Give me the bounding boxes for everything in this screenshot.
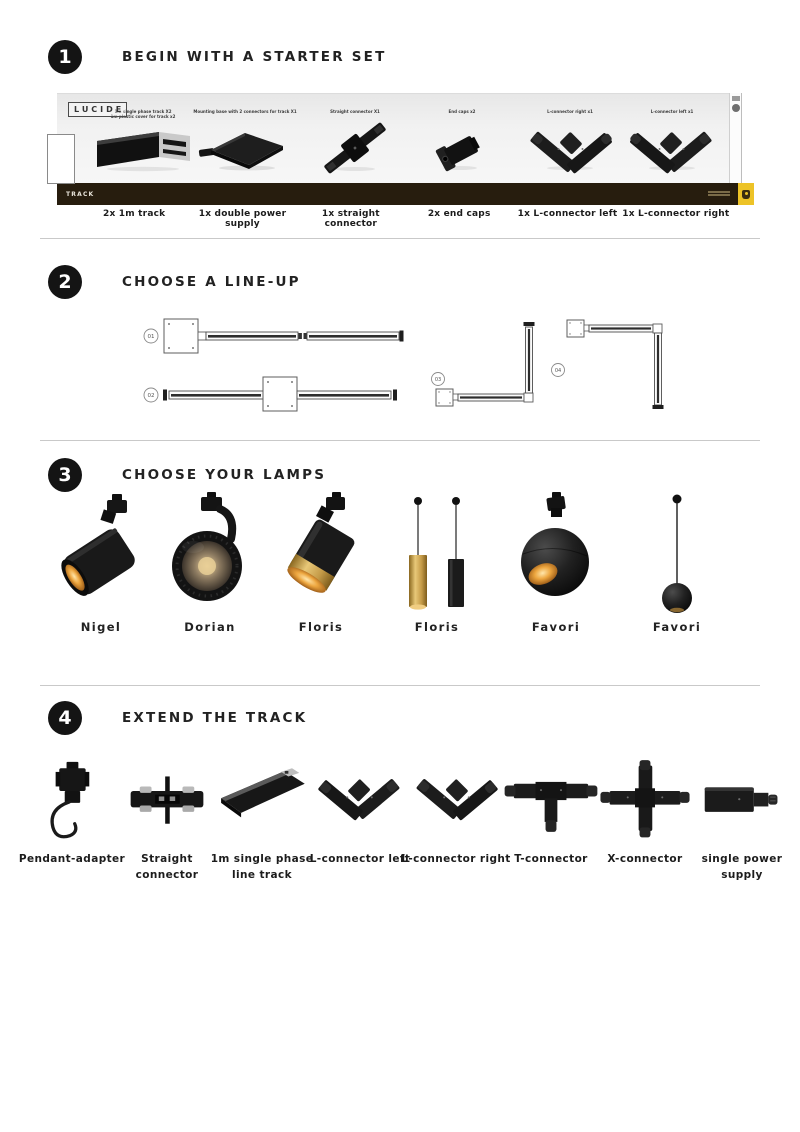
box-item-endcaps <box>407 109 517 172</box>
box-caption-l-right: L-connector right x1 <box>547 109 593 114</box>
favori-pendant-lamp-image <box>622 492 732 614</box>
bar-fine-print <box>708 191 730 197</box>
l-connector-left-product-image <box>622 124 722 172</box>
lamp-nigel <box>41 492 161 634</box>
divider-2 <box>40 440 760 441</box>
box-caption-endcaps: End caps x2 <box>448 109 476 114</box>
caption-l-connector-left: 1x L-connector left <box>517 209 618 219</box>
lamp-name-floris-spot: Floris <box>298 620 344 634</box>
step-4-header <box>48 701 307 735</box>
divider-1 <box>40 238 760 239</box>
spine-barcode-icon <box>732 96 740 101</box>
svg-text:01: 01 <box>147 334 155 341</box>
lamp-name-favori-pendant: Favori <box>652 620 702 634</box>
starter-box-hang-tab <box>47 134 75 184</box>
track-product-image <box>93 124 193 172</box>
caption-l-connector-right: 1x L-connector right <box>622 209 730 219</box>
box-item-straight-connector <box>300 109 410 172</box>
starter-set-captions <box>80 209 730 229</box>
straight-connector-product-image <box>305 124 405 172</box>
svg-text:04: 04 <box>554 368 562 375</box>
step-3-title: CHOOSE YOUR LAMPS <box>122 467 327 483</box>
step-4-number-badge: 4 <box>48 701 82 735</box>
lamp-name-dorian: Dorian <box>184 620 236 634</box>
lamp-favori-pendant <box>617 492 737 634</box>
lucide-brand-logo: LUCIDE <box>68 102 127 117</box>
track-bar-label: TRACK <box>66 190 95 198</box>
nigel-lamp-image <box>46 492 156 614</box>
single-power-supply-image <box>692 757 792 845</box>
step-2-number-badge: 2 <box>48 265 82 299</box>
t-connector-image <box>501 757 601 845</box>
ext-name-l-connector-right: L-connector right <box>401 853 511 865</box>
step-2-title: CHOOSE A LINE-UP <box>122 274 301 290</box>
svg-text:03: 03 <box>434 377 442 384</box>
caption-double-power-supply: 1x double power supply <box>198 209 287 229</box>
lamp-floris-pendant <box>377 492 497 634</box>
box-caption-l-left: L-connector left x1 <box>650 109 694 114</box>
box-caption-base: Mounting base with 2 connectors for track X1 <box>193 109 297 114</box>
box-item-track <box>88 109 198 172</box>
power-base-product-image <box>195 124 295 172</box>
lamp-favori-spot <box>496 492 616 634</box>
lamp-dorian <box>150 492 270 634</box>
lineup-diagrams <box>130 315 690 431</box>
ext-x-connector <box>589 757 701 868</box>
ext-name-pendant-adapter: Pendant-adapter <box>18 853 126 865</box>
caption-end-caps: 2x end caps <box>427 209 491 219</box>
yellow-badge <box>738 183 754 205</box>
lamp-floris-spot <box>261 492 381 634</box>
ext-name-single-power-supply: single power supply <box>701 853 783 881</box>
caption-straight-connector: 1x straight connector <box>321 209 380 229</box>
lineup-02 <box>144 377 397 411</box>
starter-set-box <box>57 93 753 205</box>
box-caption-straight: Straight connector X1 <box>330 109 380 114</box>
step-3-header <box>48 458 326 492</box>
starter-box-spine <box>729 93 742 183</box>
ext-name-straight-connector: Straight connector <box>135 853 199 881</box>
lineup-01 <box>144 319 404 353</box>
dorian-lamp-image <box>155 492 265 614</box>
step-3-number-badge: 3 <box>48 458 82 492</box>
step-1-number-badge: 1 <box>48 40 82 74</box>
divider-3 <box>40 685 760 686</box>
pendant-adapter-image <box>22 757 122 845</box>
x-connector-image <box>595 757 695 845</box>
lineup-03 <box>432 322 535 406</box>
step-1-header <box>48 40 386 74</box>
box-item-l-connector-right <box>515 109 625 172</box>
floris-spot-lamp-image <box>266 492 376 614</box>
ext-single-power-supply <box>686 757 798 884</box>
lineup-04 <box>552 320 664 409</box>
straight-connector-image <box>117 757 217 845</box>
lamp-name-floris-pendant: Floris <box>414 620 460 634</box>
l-connector-right-product-image <box>520 124 620 172</box>
step-2-header <box>48 265 301 299</box>
caption-track: 2x 1m track <box>103 209 166 219</box>
lamp-name-favori-spot: Favori <box>531 620 581 634</box>
ext-name-1m-track: 1m single phase line track <box>210 853 314 881</box>
svg-text:02: 02 <box>147 393 155 400</box>
step-1-title: BEGIN WITH A STARTER SET <box>122 49 387 65</box>
box-item-base <box>190 109 300 172</box>
lamp-icon <box>742 190 750 199</box>
ext-name-t-connector: T-connector <box>514 853 588 865</box>
box-caption-track: 1m single phase track X2 1m plastic cover for track x2 <box>110 109 176 120</box>
endcap-product-image <box>412 124 512 172</box>
l-connector-right-image <box>406 757 506 845</box>
lamp-name-nigel: Nigel <box>80 620 122 634</box>
single-phase-track-image <box>212 757 312 845</box>
l-connector-left-image <box>310 757 410 845</box>
spine-round-icon <box>732 104 740 112</box>
starter-box-track-bar <box>57 183 738 205</box>
lineup-diagrams-image <box>130 315 690 427</box>
box-item-l-connector-left <box>617 109 727 172</box>
ext-name-x-connector: X-connector <box>607 853 683 865</box>
ext-name-l-connector-left: L-connector left <box>309 853 411 865</box>
floris-pendant-lamp-image <box>382 492 492 614</box>
ext-1m-track <box>206 757 318 884</box>
step-4-title: EXTEND THE TRACK <box>122 710 308 726</box>
favori-spot-lamp-image <box>501 492 611 614</box>
